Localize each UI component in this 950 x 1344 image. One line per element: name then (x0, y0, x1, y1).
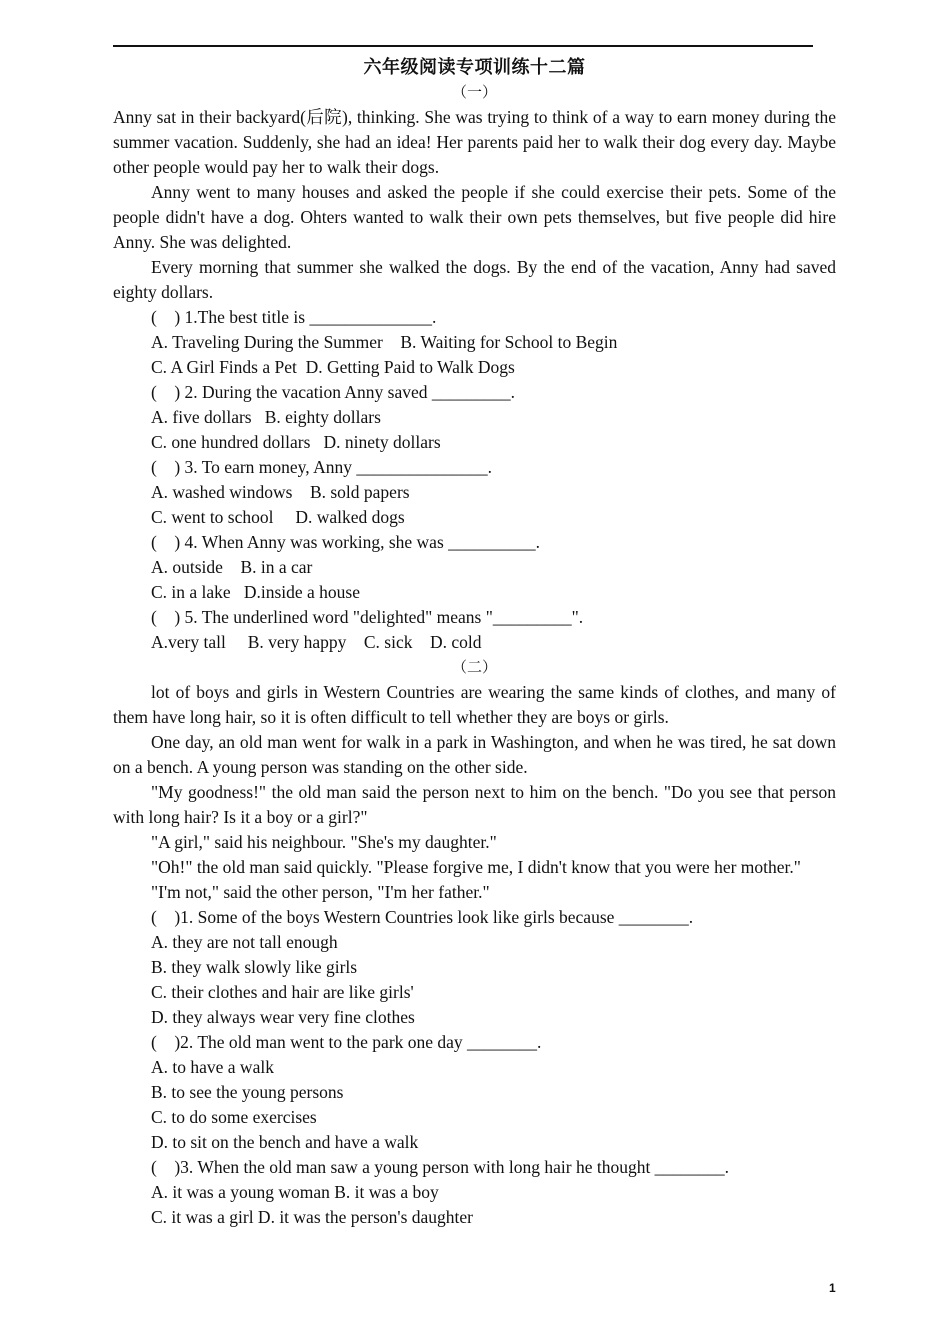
question-line: ( ) 5. The underlined word "delighted" means "_________". (151, 607, 584, 627)
option-line: B. they walk slowly like girls (151, 957, 358, 977)
question-line: ( )2. The old man went to the park one day ________. (151, 1032, 542, 1052)
option-line: C. it was a girl D. it was the person's daughter (151, 1207, 473, 1227)
passage-paragraph: "Oh!" the old man said quickly. "Please forgive me, I didn't know that you were her mother." (151, 857, 801, 877)
option-line: C. A Girl Finds a Pet D. Getting Paid to Walk Dogs (151, 357, 515, 377)
passage-paragraph: "I'm not," said the other person, "I'm her father." (151, 882, 490, 902)
page-number: 1 (829, 1281, 836, 1295)
option-line: C. in a lake D.inside a house (151, 582, 360, 602)
question-line: ( )3. When the old man saw a young person with long hair he thought ________. (151, 1157, 730, 1177)
option-line: D. they always wear very fine clothes (151, 1007, 415, 1027)
option-line: A. Traveling During the Summer B. Waiting for School to Begin (151, 332, 618, 352)
passage-paragraph: One day, an old man went for walk in a park in Washington, and when he was tired, he sat down on a bench. A young person was standing on the other side. (113, 732, 836, 777)
passage-paragraph: "My goodness!" the old man said the person next to him on the bench. "Do you see that person with long hair? Is it a boy or a girl?" (113, 782, 836, 827)
section-mark-1: （一） (451, 83, 497, 101)
question-line: ( ) 4. When Anny was working, she was __________. (151, 532, 541, 552)
passage-paragraph: Anny sat in their backyard(后院), thinking. She was trying to think of a way to earn money during the summer vacation. Suddenly, she had an idea! Her parents paid her to walk their dog every day. Maybe other people would pay her to walk their dogs. (113, 107, 836, 177)
option-line: A. five dollars B. eighty dollars (151, 407, 381, 427)
option-line: C. to do some exercises (151, 1107, 317, 1127)
option-line: A. washed windows B. sold papers (151, 482, 410, 502)
option-line: C. went to school D. walked dogs (151, 507, 405, 527)
document-title: 六年级阅读专项训练十二篇 (363, 57, 586, 78)
option-line: C. one hundred dollars D. ninety dollars (151, 432, 441, 452)
option-line: A.very tall B. very happy C. sick D. cold (151, 632, 482, 652)
question-line: ( ) 1.The best title is ______________. (151, 307, 437, 327)
option-line: D. to sit on the bench and have a walk (151, 1132, 419, 1152)
question-line: ( ) 2. During the vacation Anny saved _________. (151, 382, 516, 402)
question-line: ( )1. Some of the boys Western Countries look like girls because ________. (151, 907, 694, 927)
document-body (113, 55, 836, 1230)
passage-paragraph: lot of boys and girls in Western Countries are wearing the same kinds of clothes, and many of them have long hair, so it is often difficult to tell whether they are boys or girls. (113, 682, 836, 727)
passage-paragraph: Anny went to many houses and asked the people if she could exercise their pets. Some of the people didn't have a dog. Ohters wanted to walk their own pets themselves, but five people did hire Anny. She was delighted. (113, 182, 836, 252)
passage-paragraph: "A girl," said his neighbour. "She's my daughter." (151, 832, 497, 852)
option-line: A. outside B. in a car (151, 557, 313, 577)
section-mark-2: （二） (451, 658, 497, 676)
option-line: A. it was a young woman B. it was a boy (151, 1182, 439, 1202)
option-line: A. to have a walk (151, 1057, 274, 1077)
option-line: B. to see the young persons (151, 1082, 344, 1102)
passage-paragraph: Every morning that summer she walked the dogs. By the end of the vacation, Anny had saved eighty dollars. (113, 257, 836, 302)
option-line: A. they are not tall enough (151, 932, 338, 952)
question-line: ( ) 3. To earn money, Anny _______________. (151, 457, 492, 477)
header-rule (113, 45, 813, 47)
option-line: C. their clothes and hair are like girls' (151, 982, 414, 1002)
